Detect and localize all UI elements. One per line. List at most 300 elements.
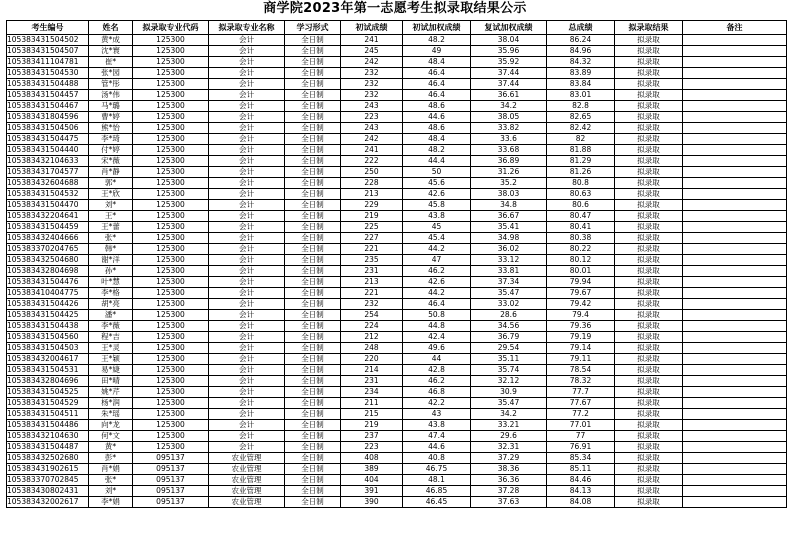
header-candidate-id: 考生编号 (7, 21, 89, 35)
cell-prelim-weighted: 42.4 (403, 332, 471, 343)
cell-candidate-id: 105383431504426 (7, 299, 89, 310)
cell-major-name: 会计 (209, 156, 285, 167)
table-row (7, 266, 787, 277)
cell-admission-result: 拟录取 (615, 354, 683, 365)
header-prelim-weighted: 初试加权成绩 (403, 21, 471, 35)
cell-admission-result: 拟录取 (615, 156, 683, 167)
cell-candidate-id: 105383431504525 (7, 387, 89, 398)
cell-prelim-score: 408 (341, 453, 403, 464)
cell-study-mode: 全日制 (285, 420, 341, 431)
cell-name: 管*彤 (89, 79, 133, 90)
cell-name: 黄* (89, 442, 133, 453)
cell-major-name: 会计 (209, 211, 285, 222)
cell-major-code: 125300 (133, 123, 209, 134)
cell-prelim-score: 235 (341, 255, 403, 266)
cell-prelim-score: 227 (341, 233, 403, 244)
cell-study-mode: 全日制 (285, 475, 341, 486)
cell-total-score: 82.42 (547, 123, 615, 134)
cell-study-mode: 全日制 (285, 288, 341, 299)
cell-major-name: 会计 (209, 167, 285, 178)
cell-prelim-score: 222 (341, 156, 403, 167)
cell-prelim-score: 228 (341, 178, 403, 189)
cell-major-name: 会计 (209, 35, 285, 46)
cell-total-score: 80.22 (547, 244, 615, 255)
cell-candidate-id: 105383431504459 (7, 222, 89, 233)
cell-study-mode: 全日制 (285, 343, 341, 354)
table-row (7, 189, 787, 200)
header-row (7, 21, 787, 35)
table-row (7, 387, 787, 398)
cell-candidate-id: 105383431504488 (7, 79, 89, 90)
cell-major-code: 125300 (133, 90, 209, 101)
cell-admission-result: 拟录取 (615, 321, 683, 332)
cell-admission-result: 拟录取 (615, 376, 683, 387)
table-row (7, 354, 787, 365)
cell-total-score: 79.42 (547, 299, 615, 310)
cell-retest-weighted: 34.2 (471, 101, 547, 112)
table-row (7, 453, 787, 464)
cell-total-score: 80.41 (547, 222, 615, 233)
table-row (7, 123, 787, 134)
cell-major-name: 会计 (209, 365, 285, 376)
table-row (7, 255, 787, 266)
header-remarks: 备注 (683, 21, 787, 35)
cell-major-name: 会计 (209, 178, 285, 189)
table-body (7, 35, 787, 508)
cell-retest-weighted: 35.74 (471, 365, 547, 376)
cell-total-score: 82.8 (547, 101, 615, 112)
cell-candidate-id: 105383432502680 (7, 453, 89, 464)
cell-prelim-weighted: 48.4 (403, 134, 471, 145)
cell-major-code: 125300 (133, 255, 209, 266)
cell-study-mode: 全日制 (285, 464, 341, 475)
cell-major-code: 125300 (133, 376, 209, 387)
cell-major-name: 会计 (209, 244, 285, 255)
cell-admission-result: 拟录取 (615, 244, 683, 255)
cell-major-name: 会计 (209, 310, 285, 321)
table-row (7, 244, 787, 255)
cell-major-code: 125300 (133, 57, 209, 68)
cell-candidate-id: 105383432002617 (7, 497, 89, 508)
cell-remarks (683, 112, 787, 123)
cell-prelim-score: 248 (341, 343, 403, 354)
cell-remarks (683, 244, 787, 255)
cell-candidate-id: 105383431504475 (7, 134, 89, 145)
table-row (7, 288, 787, 299)
cell-candidate-id: 105383432804698 (7, 266, 89, 277)
cell-prelim-weighted: 46.4 (403, 90, 471, 101)
cell-name: 田*晴 (89, 376, 133, 387)
cell-name: 王*灵 (89, 343, 133, 354)
cell-study-mode: 全日制 (285, 178, 341, 189)
cell-admission-result: 拟录取 (615, 233, 683, 244)
cell-prelim-score: 212 (341, 332, 403, 343)
cell-major-code: 125300 (133, 156, 209, 167)
cell-prelim-weighted: 44.2 (403, 288, 471, 299)
cell-prelim-weighted: 43.8 (403, 420, 471, 431)
cell-prelim-score: 214 (341, 365, 403, 376)
cell-major-code: 125300 (133, 288, 209, 299)
cell-prelim-score: 232 (341, 79, 403, 90)
table-row (7, 79, 787, 90)
cell-candidate-id: 105383432004617 (7, 354, 89, 365)
cell-name: 王*欣 (89, 189, 133, 200)
cell-prelim-weighted: 48.6 (403, 101, 471, 112)
table-row (7, 233, 787, 244)
cell-name: 潘* (89, 310, 133, 321)
cell-major-code: 125300 (133, 244, 209, 255)
cell-retest-weighted: 37.29 (471, 453, 547, 464)
cell-name: 朱*瑶 (89, 409, 133, 420)
cell-total-score: 79.11 (547, 354, 615, 365)
cell-major-code: 125300 (133, 112, 209, 123)
cell-total-score: 81.26 (547, 167, 615, 178)
table-row (7, 112, 787, 123)
cell-prelim-weighted: 46.2 (403, 376, 471, 387)
cell-admission-result: 拟录取 (615, 266, 683, 277)
cell-prelim-score: 213 (341, 189, 403, 200)
cell-candidate-id: 105383431504476 (7, 277, 89, 288)
cell-prelim-score: 215 (341, 409, 403, 420)
cell-study-mode: 全日制 (285, 266, 341, 277)
cell-major-code: 125300 (133, 387, 209, 398)
cell-major-code: 125300 (133, 442, 209, 453)
cell-prelim-weighted: 48.6 (403, 123, 471, 134)
cell-remarks (683, 101, 787, 112)
cell-name: 易*婕 (89, 365, 133, 376)
cell-major-code: 125300 (133, 420, 209, 431)
cell-candidate-id: 105383431504560 (7, 332, 89, 343)
cell-total-score: 79.4 (547, 310, 615, 321)
cell-prelim-score: 232 (341, 90, 403, 101)
cell-prelim-weighted: 46.75 (403, 464, 471, 475)
cell-remarks (683, 464, 787, 475)
cell-total-score: 78.54 (547, 365, 615, 376)
cell-major-code: 125300 (133, 398, 209, 409)
cell-candidate-id: 105383431902615 (7, 464, 89, 475)
cell-total-score: 85.34 (547, 453, 615, 464)
cell-prelim-weighted: 48.1 (403, 475, 471, 486)
cell-candidate-id: 105383431504507 (7, 46, 89, 57)
cell-retest-weighted: 29.54 (471, 343, 547, 354)
cell-retest-weighted: 37.34 (471, 277, 547, 288)
cell-admission-result: 拟录取 (615, 255, 683, 266)
cell-name: 张* (89, 233, 133, 244)
cell-prelim-score: 241 (341, 35, 403, 46)
cell-study-mode: 全日制 (285, 134, 341, 145)
cell-prelim-weighted: 49 (403, 46, 471, 57)
cell-major-code: 125300 (133, 134, 209, 145)
cell-admission-result: 拟录取 (615, 475, 683, 486)
cell-major-name: 会计 (209, 409, 285, 420)
cell-name: 姚*芹 (89, 387, 133, 398)
table-row (7, 310, 787, 321)
table-row (7, 332, 787, 343)
cell-candidate-id: 105383431504532 (7, 189, 89, 200)
cell-name: 向*龙 (89, 420, 133, 431)
cell-major-name: 会计 (209, 266, 285, 277)
cell-candidate-id: 105383432104630 (7, 431, 89, 442)
cell-major-name: 会计 (209, 134, 285, 145)
cell-study-mode: 全日制 (285, 497, 341, 508)
cell-major-name: 会计 (209, 431, 285, 442)
cell-name: 肖*静 (89, 167, 133, 178)
cell-admission-result: 拟录取 (615, 343, 683, 354)
cell-prelim-weighted: 49.6 (403, 343, 471, 354)
cell-candidate-id: 105383410404775 (7, 288, 89, 299)
cell-total-score: 80.01 (547, 266, 615, 277)
cell-admission-result: 拟录取 (615, 123, 683, 134)
cell-major-name: 会计 (209, 145, 285, 156)
cell-major-name: 会计 (209, 189, 285, 200)
cell-study-mode: 全日制 (285, 79, 341, 90)
cell-remarks (683, 299, 787, 310)
cell-remarks (683, 288, 787, 299)
cell-prelim-weighted: 40.8 (403, 453, 471, 464)
cell-prelim-weighted: 45 (403, 222, 471, 233)
table-row (7, 200, 787, 211)
cell-total-score: 84.46 (547, 475, 615, 486)
cell-total-score: 84.32 (547, 57, 615, 68)
cell-remarks (683, 222, 787, 233)
cell-major-code: 095137 (133, 497, 209, 508)
cell-remarks (683, 431, 787, 442)
cell-name: 宋*薇 (89, 156, 133, 167)
cell-prelim-score: 211 (341, 398, 403, 409)
cell-prelim-score: 404 (341, 475, 403, 486)
cell-admission-result: 拟录取 (615, 178, 683, 189)
cell-retest-weighted: 33.82 (471, 123, 547, 134)
table-row (7, 68, 787, 79)
cell-name: 王*颖 (89, 354, 133, 365)
cell-major-name: 农业管理 (209, 497, 285, 508)
cell-name: 沈*寰 (89, 46, 133, 57)
table-row (7, 321, 787, 332)
cell-name: 孙* (89, 266, 133, 277)
cell-retest-weighted: 35.11 (471, 354, 547, 365)
cell-admission-result: 拟录取 (615, 68, 683, 79)
cell-remarks (683, 332, 787, 343)
cell-major-name: 会计 (209, 442, 285, 453)
cell-major-name: 农业管理 (209, 464, 285, 475)
cell-prelim-score: 219 (341, 211, 403, 222)
cell-retest-weighted: 38.36 (471, 464, 547, 475)
cell-total-score: 77.67 (547, 398, 615, 409)
cell-admission-result: 拟录取 (615, 189, 683, 200)
cell-name: 马*璐 (89, 101, 133, 112)
cell-prelim-weighted: 46.4 (403, 299, 471, 310)
cell-candidate-id: 105383370204765 (7, 244, 89, 255)
table-row (7, 409, 787, 420)
table-row (7, 431, 787, 442)
table-row (7, 90, 787, 101)
cell-retest-weighted: 35.2 (471, 178, 547, 189)
cell-remarks (683, 255, 787, 266)
cell-prelim-score: 231 (341, 266, 403, 277)
cell-prelim-weighted: 44 (403, 354, 471, 365)
cell-prelim-score: 241 (341, 145, 403, 156)
cell-name: 汤*伟 (89, 90, 133, 101)
table-row (7, 134, 787, 145)
cell-major-code: 125300 (133, 365, 209, 376)
cell-major-name: 会计 (209, 277, 285, 288)
cell-prelim-score: 242 (341, 57, 403, 68)
cell-candidate-id: 105383431504467 (7, 101, 89, 112)
cell-total-score: 76.91 (547, 442, 615, 453)
table-row (7, 46, 787, 57)
cell-total-score: 80.6 (547, 200, 615, 211)
cell-candidate-id: 105383431504511 (7, 409, 89, 420)
cell-candidate-id: 105383431504503 (7, 343, 89, 354)
cell-retest-weighted: 37.44 (471, 68, 547, 79)
cell-study-mode: 全日制 (285, 167, 341, 178)
cell-candidate-id: 105383431504425 (7, 310, 89, 321)
cell-total-score: 82.65 (547, 112, 615, 123)
cell-major-name: 会计 (209, 376, 285, 387)
cell-study-mode: 全日制 (285, 46, 341, 57)
cell-major-code: 125300 (133, 46, 209, 57)
cell-admission-result: 拟录取 (615, 387, 683, 398)
cell-admission-result: 拟录取 (615, 310, 683, 321)
cell-major-name: 会计 (209, 299, 285, 310)
cell-prelim-score: 234 (341, 387, 403, 398)
cell-major-code: 125300 (133, 409, 209, 420)
cell-total-score: 84.08 (547, 497, 615, 508)
cell-prelim-score: 243 (341, 123, 403, 134)
cell-study-mode: 全日制 (285, 310, 341, 321)
cell-remarks (683, 321, 787, 332)
cell-total-score: 83.89 (547, 68, 615, 79)
cell-candidate-id: 105383431804596 (7, 112, 89, 123)
cell-admission-result: 拟录取 (615, 365, 683, 376)
cell-remarks (683, 387, 787, 398)
cell-remarks (683, 200, 787, 211)
cell-study-mode: 全日制 (285, 255, 341, 266)
cell-prelim-weighted: 50 (403, 167, 471, 178)
cell-major-name: 会计 (209, 387, 285, 398)
cell-prelim-score: 223 (341, 112, 403, 123)
cell-retest-weighted: 34.56 (471, 321, 547, 332)
cell-prelim-score: 223 (341, 442, 403, 453)
cell-prelim-score: 213 (341, 277, 403, 288)
cell-major-name: 会计 (209, 233, 285, 244)
cell-prelim-weighted: 43.8 (403, 211, 471, 222)
cell-candidate-id: 105383431504457 (7, 90, 89, 101)
cell-admission-result: 拟录取 (615, 497, 683, 508)
table-row (7, 475, 787, 486)
cell-study-mode: 全日制 (285, 57, 341, 68)
cell-prelim-score: 229 (341, 200, 403, 211)
cell-remarks (683, 409, 787, 420)
cell-name: 杨*润 (89, 398, 133, 409)
table-row (7, 398, 787, 409)
cell-major-name: 会计 (209, 288, 285, 299)
cell-prelim-score: 232 (341, 299, 403, 310)
cell-admission-result: 拟录取 (615, 57, 683, 68)
cell-admission-result: 拟录取 (615, 453, 683, 464)
cell-study-mode: 全日制 (285, 387, 341, 398)
cell-prelim-score: 232 (341, 68, 403, 79)
cell-retest-weighted: 33.21 (471, 420, 547, 431)
cell-name: 刘* (89, 200, 133, 211)
page-title: 商学院2023年第一志愿考生拟录取结果公示 (263, 1, 527, 16)
cell-prelim-weighted: 46.2 (403, 266, 471, 277)
cell-candidate-id: 105383431504487 (7, 442, 89, 453)
table-row (7, 35, 787, 46)
cell-retest-weighted: 37.28 (471, 486, 547, 497)
cell-total-score: 83.84 (547, 79, 615, 90)
cell-name: 胡*亮 (89, 299, 133, 310)
cell-candidate-id: 105383431504502 (7, 35, 89, 46)
cell-major-code: 125300 (133, 35, 209, 46)
cell-major-code: 125300 (133, 343, 209, 354)
table-row (7, 211, 787, 222)
cell-study-mode: 全日制 (285, 277, 341, 288)
cell-retest-weighted: 36.89 (471, 156, 547, 167)
cell-major-code: 125300 (133, 354, 209, 365)
cell-retest-weighted: 36.61 (471, 90, 547, 101)
header-admission-result: 拟录取结果 (615, 21, 683, 35)
cell-name: 黄*成 (89, 35, 133, 46)
table-row (7, 486, 787, 497)
cell-study-mode: 全日制 (285, 332, 341, 343)
cell-retest-weighted: 34.8 (471, 200, 547, 211)
cell-admission-result: 拟录取 (615, 398, 683, 409)
cell-prelim-score: 221 (341, 244, 403, 255)
table-row (7, 299, 787, 310)
cell-major-name: 会计 (209, 46, 285, 57)
cell-retest-weighted: 31.26 (471, 167, 547, 178)
cell-prelim-score: 243 (341, 101, 403, 112)
cell-name: 李*琦 (89, 134, 133, 145)
cell-major-code: 125300 (133, 79, 209, 90)
cell-retest-weighted: 32.31 (471, 442, 547, 453)
cell-prelim-score: 245 (341, 46, 403, 57)
cell-remarks (683, 90, 787, 101)
cell-major-name: 会计 (209, 79, 285, 90)
cell-name: 韩* (89, 244, 133, 255)
cell-name: 谢*洋 (89, 255, 133, 266)
cell-major-code: 125300 (133, 321, 209, 332)
cell-candidate-id: 105383432504680 (7, 255, 89, 266)
cell-remarks (683, 35, 787, 46)
cell-major-name: 会计 (209, 332, 285, 343)
cell-retest-weighted: 35.41 (471, 222, 547, 233)
cell-major-code: 125300 (133, 145, 209, 156)
cell-name: 张*园 (89, 68, 133, 79)
cell-prelim-weighted: 50.8 (403, 310, 471, 321)
cell-prelim-weighted: 45.4 (403, 233, 471, 244)
cell-prelim-weighted: 45.6 (403, 178, 471, 189)
cell-total-score: 80.38 (547, 233, 615, 244)
cell-admission-result: 拟录取 (615, 442, 683, 453)
cell-major-code: 125300 (133, 233, 209, 244)
cell-remarks (683, 266, 787, 277)
cell-retest-weighted: 33.6 (471, 134, 547, 145)
cell-admission-result: 拟录取 (615, 486, 683, 497)
table-row (7, 178, 787, 189)
table-row (7, 343, 787, 354)
cell-major-name: 会计 (209, 200, 285, 211)
cell-candidate-id: 105383431704577 (7, 167, 89, 178)
cell-admission-result: 拟录取 (615, 35, 683, 46)
header-name: 姓名 (89, 21, 133, 35)
cell-major-code: 095137 (133, 453, 209, 464)
cell-study-mode: 全日制 (285, 376, 341, 387)
cell-major-code: 095137 (133, 475, 209, 486)
cell-prelim-score: 231 (341, 376, 403, 387)
cell-retest-weighted: 36.36 (471, 475, 547, 486)
